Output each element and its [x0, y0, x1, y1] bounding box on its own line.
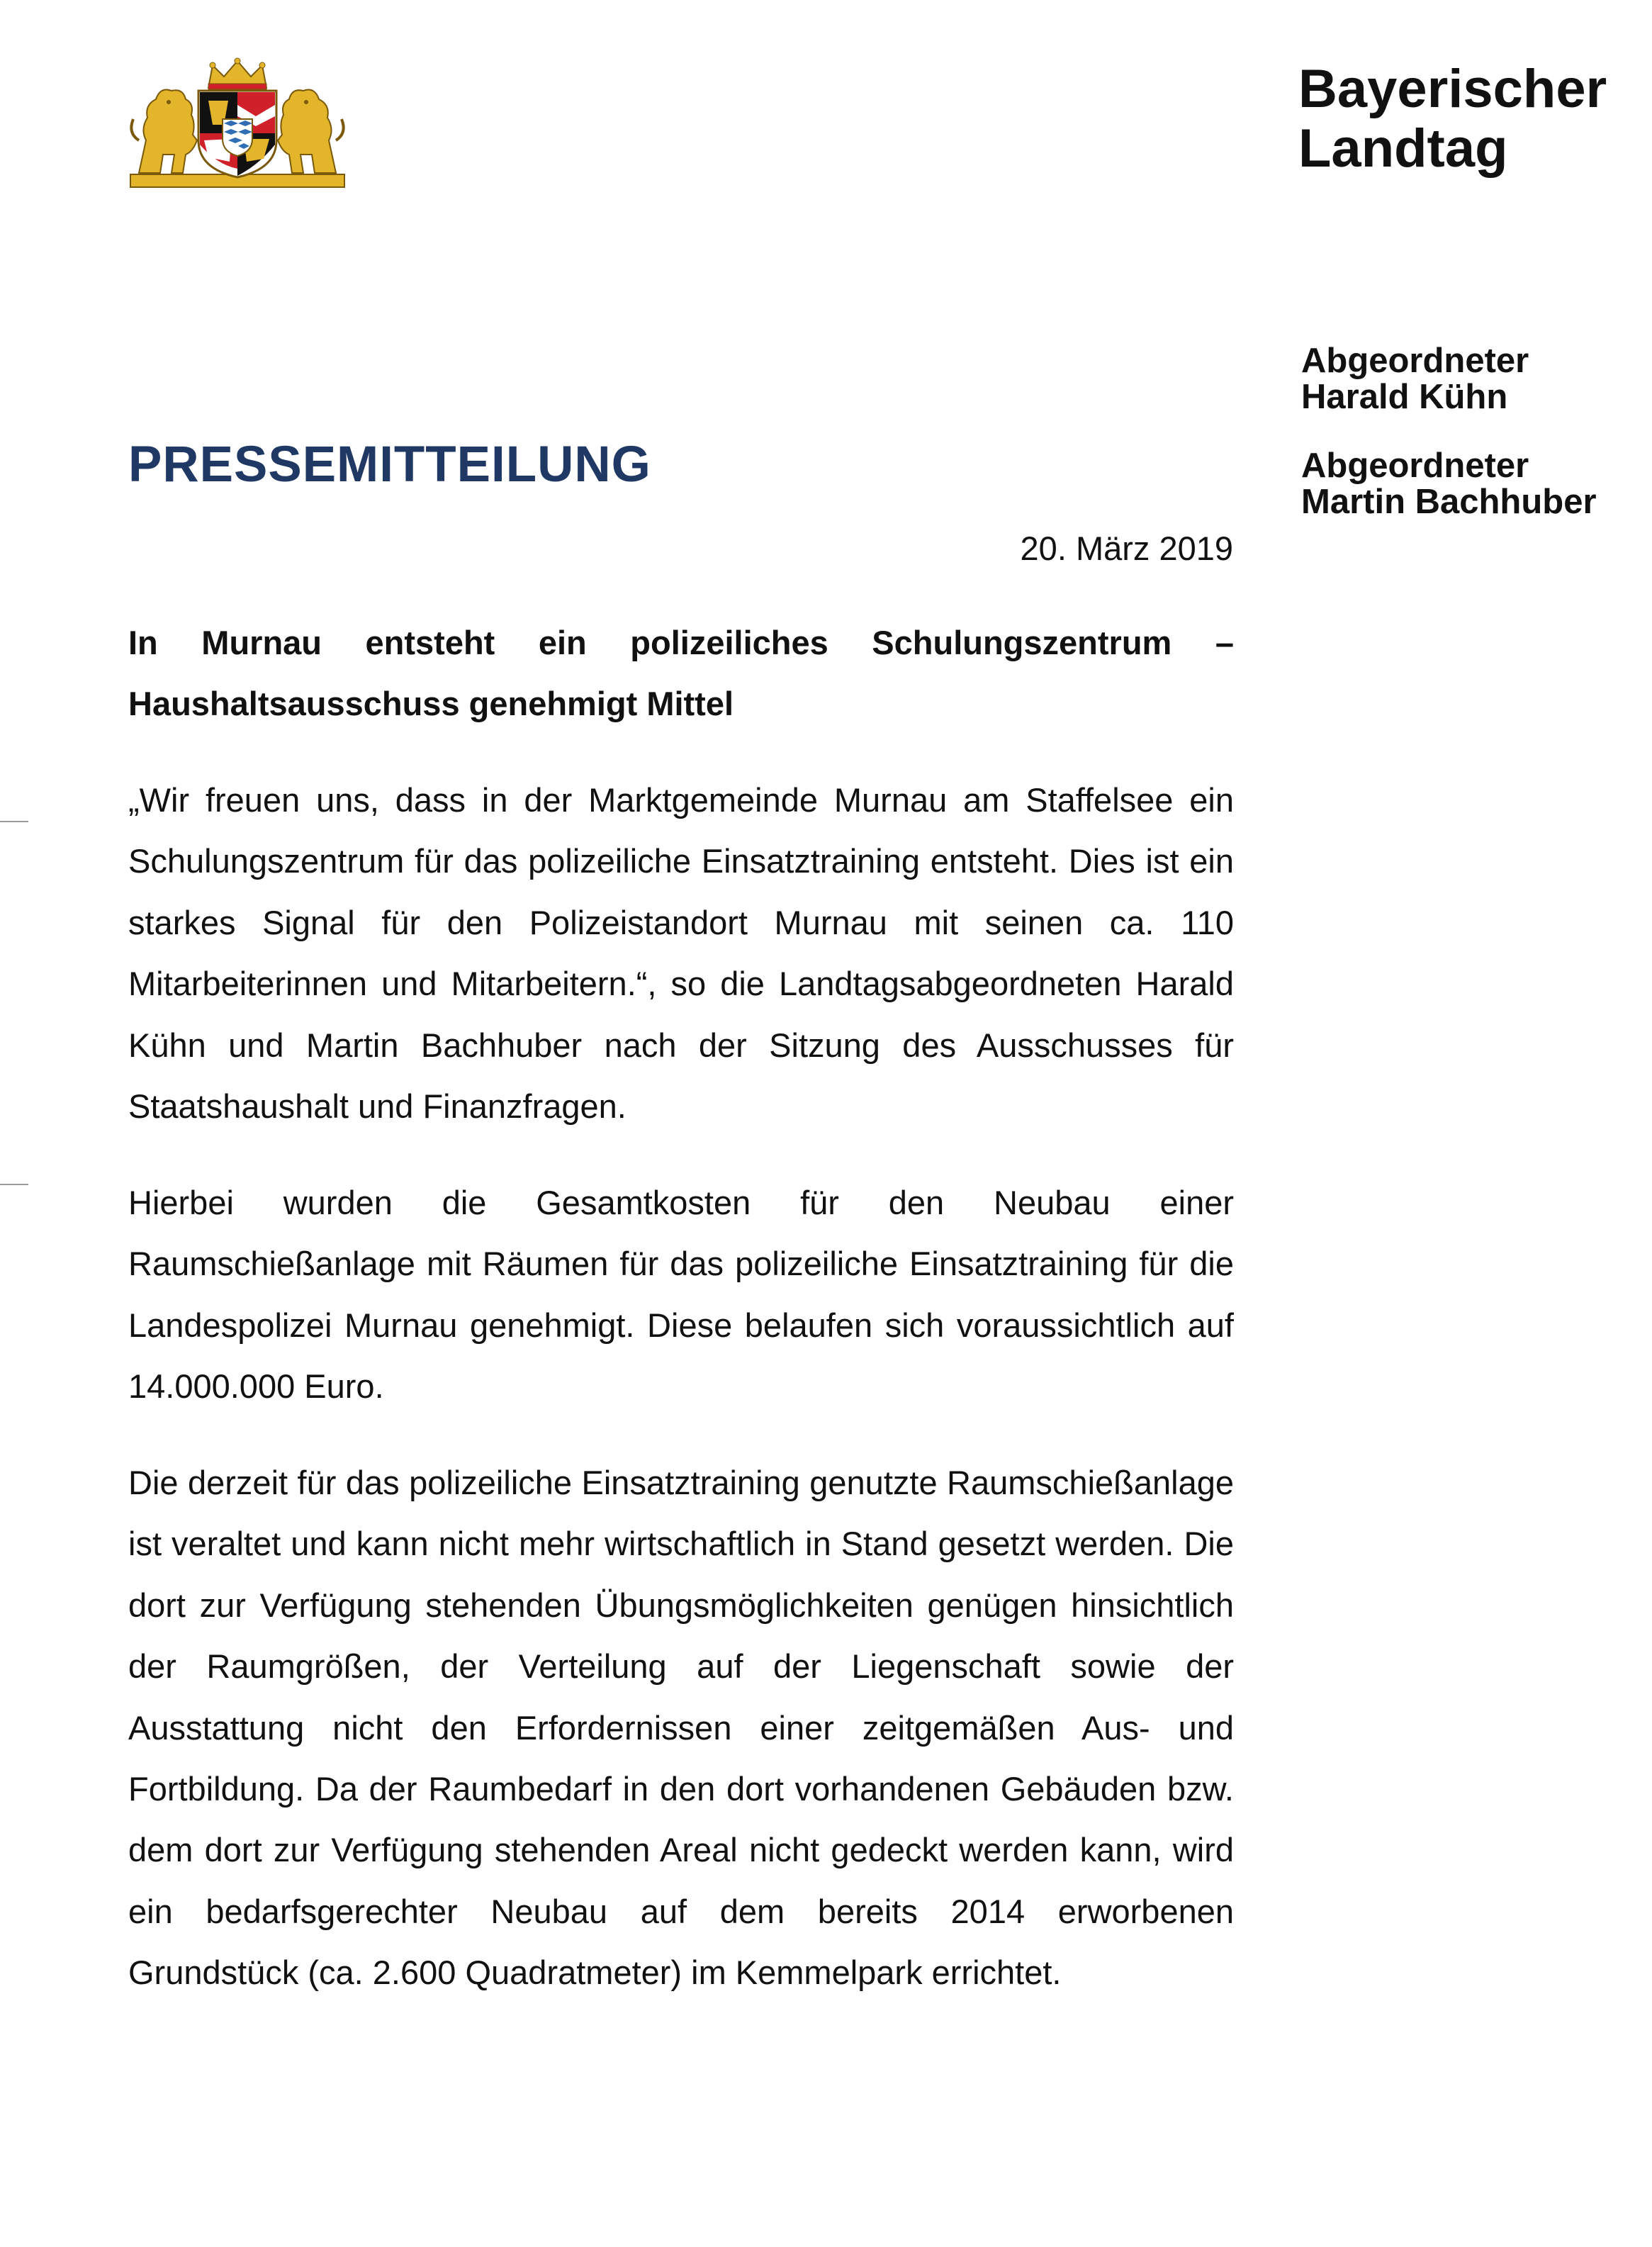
member-name: Harald Kühn	[1301, 378, 1508, 416]
press-release-headline: In Murnau entsteht ein polizeiliches Schulungszentrum – Haushaltsausschuss genehmigt Mittel	[128, 624, 1234, 723]
members-list	[1301, 343, 1597, 553]
member-name: Martin Bachhuber	[1301, 483, 1597, 521]
member-kuehn	[1301, 343, 1597, 415]
member-title: Abgeordneter	[1301, 447, 1529, 485]
body-paragraph-2: Hierbei wurden die Gesamtkosten für den Neubau einer Raumschießanlage mit Räumen für das polizeiliche Einsatztraining für die Landespolizei Murnau genehmigt. Diese belaufen sich voraussichtlich auf 14.000.000 Euro.	[128, 1184, 1234, 1406]
fold-mark	[0, 821, 28, 822]
body-paragraph-1: „Wir freuen uns, dass in der Marktgemeinde Murnau am Staffelsee ein Schulungszentrum für das polizeiliche Einsatztraining entsteht. Dies ist ein starkes Signal für den Polizeistandort Murnau mit seinen ca. 110 Mitarbeiterinnen und Mitarbeitern.“, so die Landtagsabgeordneten Harald Kühn und Martin Bachhuber nach der Sitzung des Ausschusses für Staatshaushalt und Finanzfragen.	[128, 781, 1234, 1126]
document-date: 20. März 2019	[1020, 529, 1233, 567]
institution-name	[1298, 60, 1607, 179]
member-title: Abgeordneter	[1301, 342, 1529, 380]
document-type-title: PRESSEMITTEILUNG	[128, 437, 651, 493]
fold-mark	[0, 1184, 28, 1185]
member-bachhuber	[1301, 448, 1597, 520]
body-paragraph-3: Die derzeit für das polizeiliche Einsatztraining genutzte Raumschießanlage ist veraltet und kann nicht mehr wirtschaftlich in Stand gesetzt werden. Die dort zur Verfügung stehenden Übungsmöglichkeiten genügen hinsichtlich der Raumgrößen, der Verteilung auf der Liegenschaft sowie der Ausstattung nicht den Erfordernissen einer zeitgemäßen Aus- und Fortbildung. Da der Raumbedarf in den dort vorhandenen Gebäuden bzw. dem dort zur Verfügung stehenden Areal nicht gedeckt werden kann, wird ein bedarfsgerechter Neubau auf dem bereits 2014 erworbenen Grundstück (ca. 2.600 Quadratmeter) im Kemmelpark errichtet.	[128, 1464, 1234, 1992]
institution-name-line1: Bayerischer	[1298, 59, 1607, 119]
institution-name-line2: Landtag	[1298, 118, 1508, 179]
bavarian-coat-of-arms-icon	[125, 55, 350, 191]
